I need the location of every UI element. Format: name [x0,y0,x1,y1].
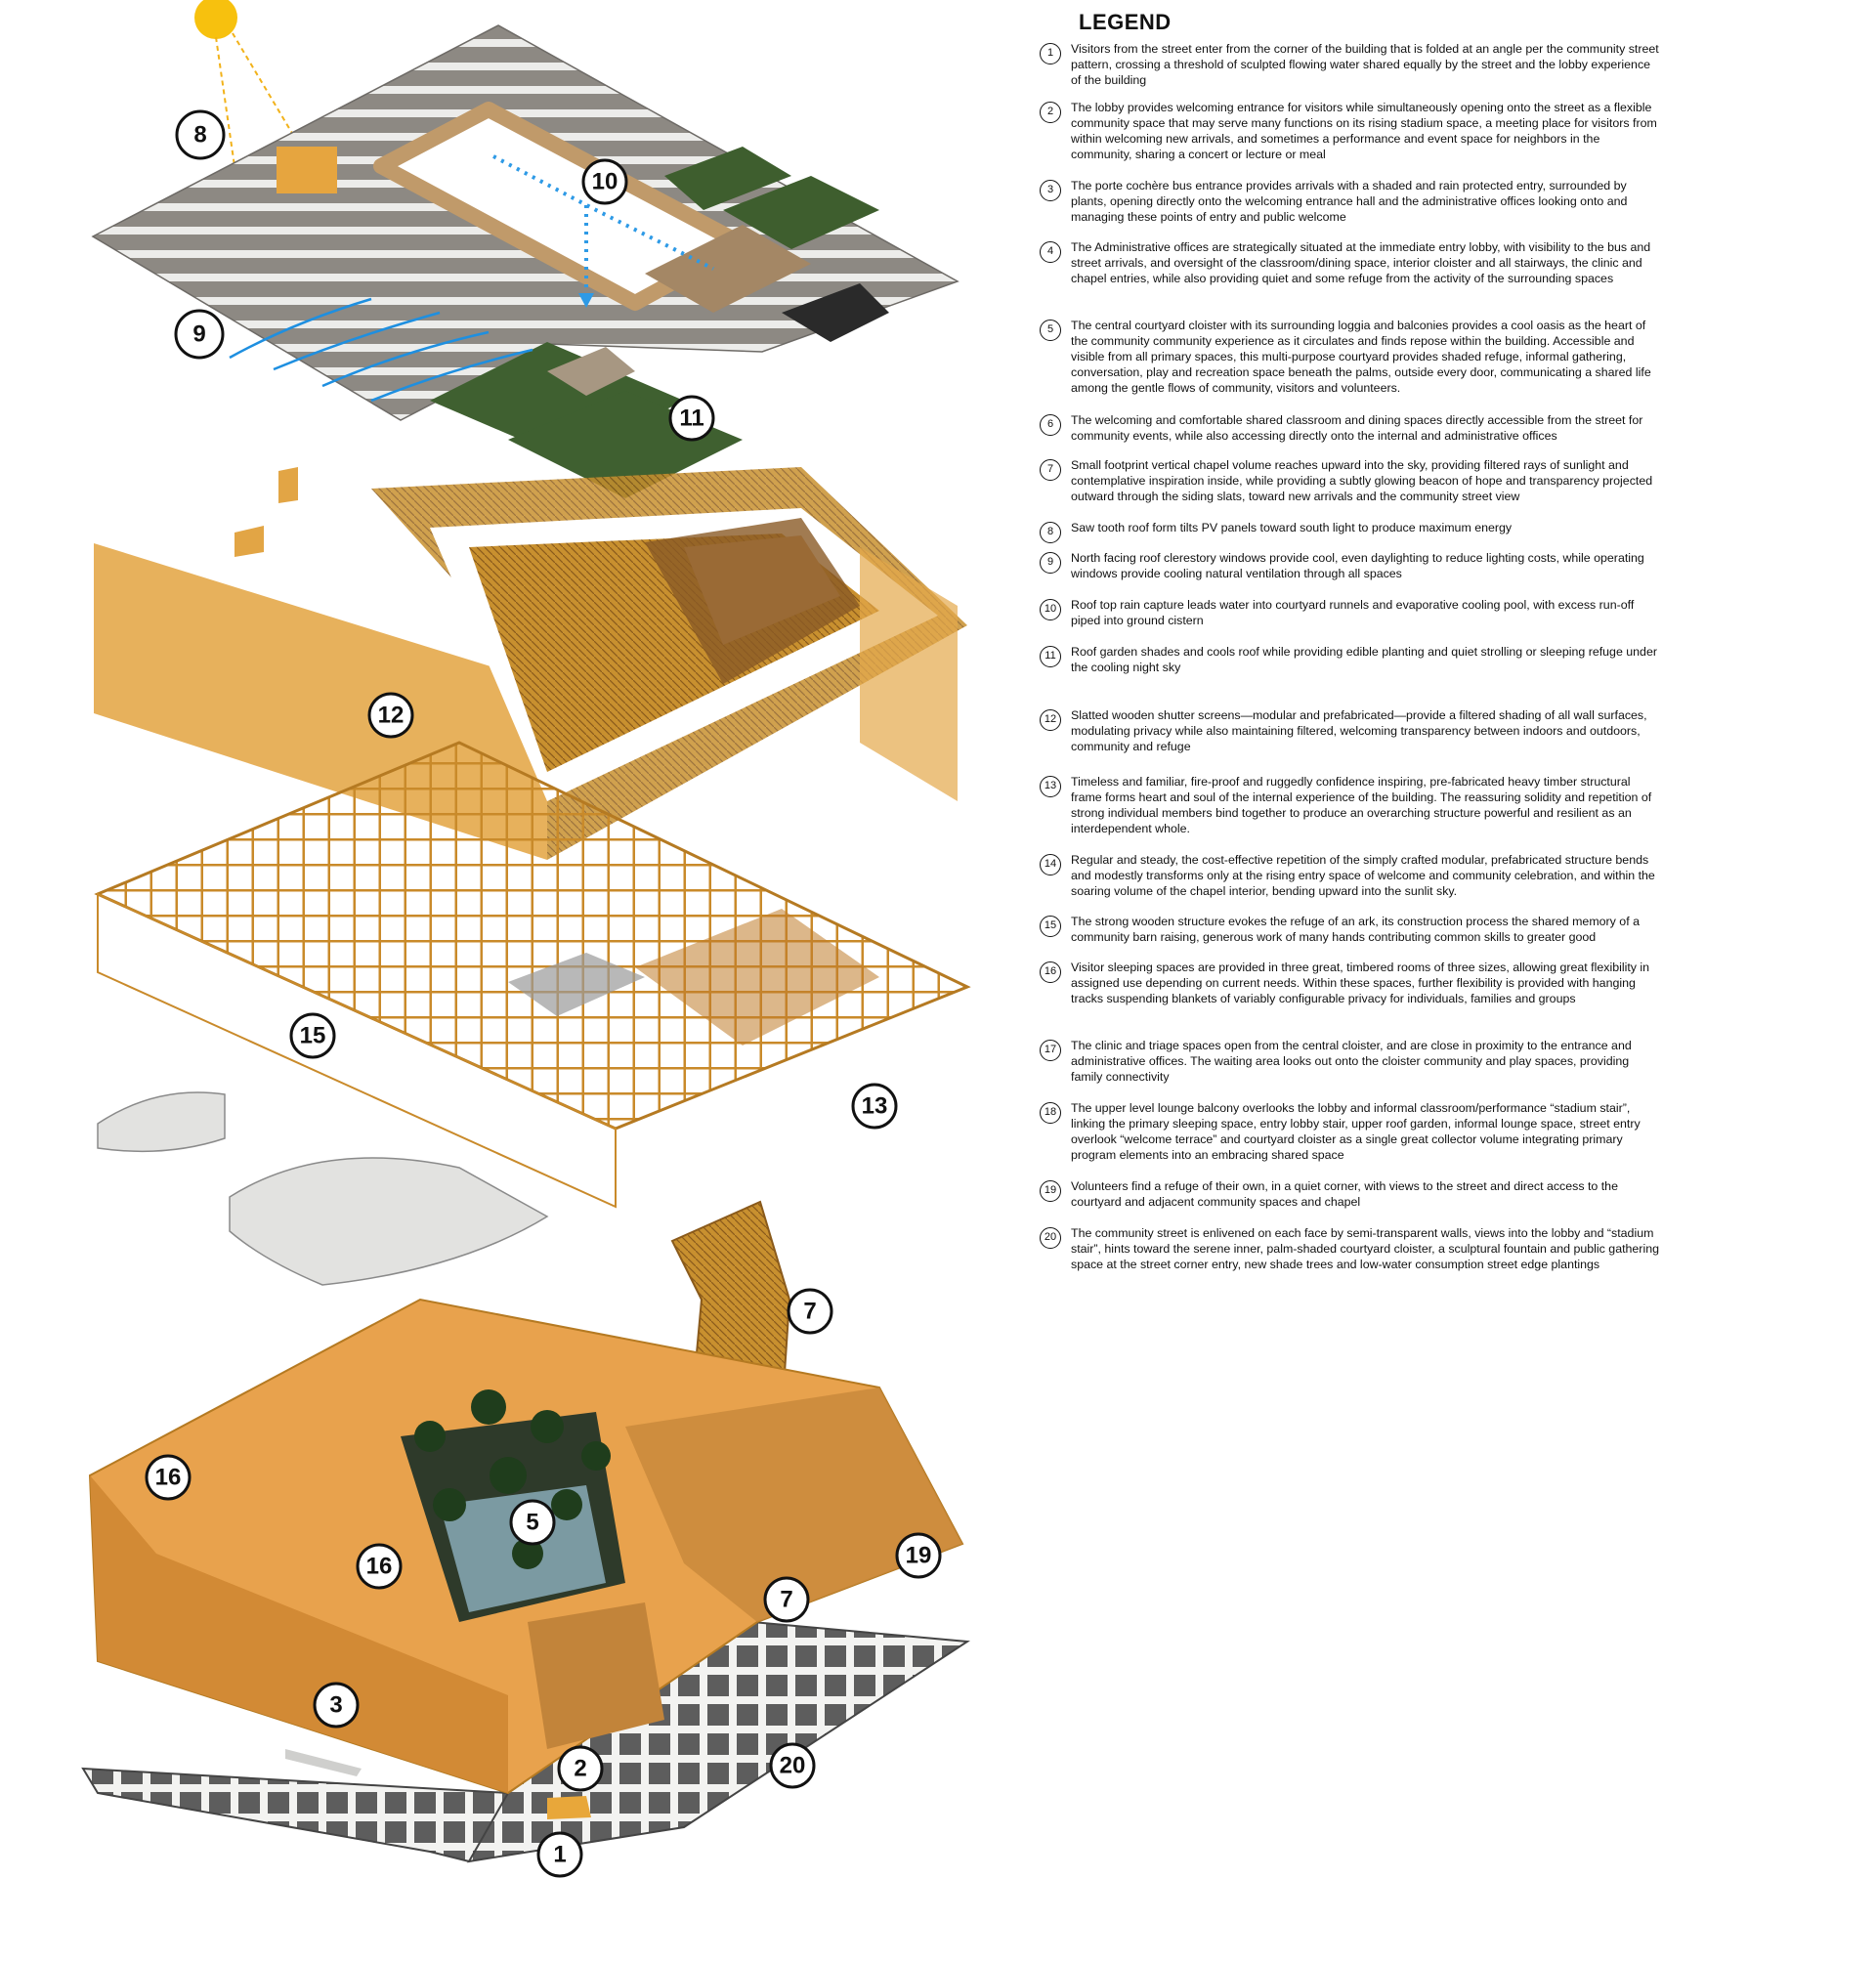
callout-3 [315,1684,358,1727]
callout-7-chapel [789,1290,831,1333]
svg-text:16: 16 [154,1464,182,1491]
legend-number: 10 [1040,599,1061,620]
legend-text: Volunteers find a refuge of their own, in a quiet corner, with views to the street and direct access to the courtyard and adjacent community spaces and chapel [1071,1179,1618,1209]
legend-text: Visitor sleeping spaces are provided in three great, timbered rooms of three sizes, allowing great flexibility in assigned use depending on current needs. Within these spaces, further flexibility is provided with hanging tracks suspending blankets of variably configurable privacy for individuals, families and groups [1071,961,1650,1005]
legend-text: Saw tooth roof form tilts PV panels toward south light to produce maximum energy [1071,521,1513,534]
legend-number: 16 [1040,961,1061,983]
legend-number: 1 [1040,43,1061,64]
legend-text: Slatted wooden shutter screens—modular and prefabricated—provide a filtered shading of all wall surfaces, modulating privacy while also maintaining filtered, welcoming transparency between indoors and outdoors, community and refuge [1071,708,1647,753]
legend-number: 20 [1040,1227,1061,1249]
svg-text:13: 13 [861,1092,888,1120]
callout-16-lower [358,1545,401,1588]
ground-floor-layer [83,1300,967,1861]
svg-text:9: 9 [192,320,206,348]
legend-number: 11 [1040,646,1061,667]
svg-text:1: 1 [553,1841,567,1868]
roof-layer [93,25,958,498]
callout-2 [559,1747,602,1790]
svg-text:2: 2 [574,1755,587,1782]
legend-text: The welcoming and comfortable shared classroom and dining spaces directly accessible from the street for community events, while also accessing directly onto the internal and administrative offices [1071,413,1643,443]
svg-text:7: 7 [803,1298,817,1325]
callout-7-interior [765,1578,808,1621]
svg-text:5: 5 [526,1509,539,1536]
legend-number: 12 [1040,709,1061,731]
svg-text:15: 15 [299,1022,326,1049]
callout-11 [670,397,713,440]
legend-text: Regular and steady, the cost-effective repetition of the simply crafted modular, prefabricated structure bends and modestly transforms only at the rising entry space of welcome and community celebration, and within the soaring volume of the chapel interior, bending upward into the sunlit sky. [1071,853,1655,898]
callout-16-upper [147,1456,190,1499]
callout-5 [511,1501,554,1544]
legend-number: 18 [1040,1102,1061,1124]
legend-text: Roof top rain capture leads water into courtyard runnels and evaporative cooling pool, with excess run-off piped into ground cistern [1071,598,1635,627]
legend-number: 4 [1040,241,1061,263]
legend [1036,10,1661,1271]
legend-number: 3 [1040,180,1061,201]
svg-text:19: 19 [905,1542,932,1569]
legend-text: The Administrative offices are strategically situated at the immediate entry lobby, with visibility to the bus and street arrivals, and oversight of the classroom/dining space, interior cloister and all stairways, the clinic and chapel entries, while also providing quiet and some refuge from the activity of the surrounding spaces [1071,240,1651,285]
legend-text: The clinic and triage spaces open from the central cloister, and are close in proximity to the entrance and administrative offices. The waiting area looks out onto the cloister community and play spaces, providing family connectivity [1071,1039,1632,1084]
callout-9 [176,311,223,358]
svg-text:8: 8 [193,121,207,149]
legend-text: The central courtyard cloister with its surrounding loggia and balconies provides a cool oasis as the heart of the community community experience as it circulates and finds repose within the building. Accessible and visible from all primary spaces, this multi-purpose courtyard provides shaded refuge, informal gathering, conversation, play and recreation space beneath the palms, outside every door, communicating a shared life among the gentle flows of community, visitors and volunteers. [1071,319,1651,395]
legend-number: 9 [1040,552,1061,574]
callout-1 [538,1833,581,1876]
legend-text: The upper level lounge balcony overlooks the lobby and informal classroom/performance “stadium stair”, linking the primary sleeping space, entry lobby stair, upper roof garden, informal lounge space, street entry overlook “welcome terrace” and courtyard cloister as a single great collector volume integrating primary program elements into an embracing shared space [1071,1101,1641,1162]
legend-number: 7 [1040,459,1061,481]
svg-text:10: 10 [591,168,618,195]
legend-text: The porte cochère bus entrance provides arrivals with a shaded and rain protected entry, surrounded by plants, opening directly onto the welcoming entrance hall and the administrative offices looking onto and managing these points of entry and public welcome [1071,179,1628,224]
legend-number: 5 [1040,320,1061,341]
legend-text: Visitors from the street enter from the corner of the building that is folded at an angle per the community street pattern, crossing a threshold of sculpted flowing water shared equally by the street and the lobby experience of the building [1071,42,1659,87]
svg-text:7: 7 [780,1586,793,1613]
timber-frame-layer [98,743,967,1207]
legend-text: The lobby provides welcoming entrance for visitors while simultaneously opening onto the street as a flexible community space that may serve many functions on its rising stadium space, a meeting place for visitors from within welcoming new arrivals, and sometimes a performance and event space for neighbors in the community, sharing a concert or lecture or meal [1071,101,1657,161]
callout-15 [291,1014,334,1057]
partition-walls-layer [98,1092,547,1285]
callout-12 [369,694,412,737]
legend-number: 15 [1040,916,1061,937]
legend-text: Timeless and familiar, fire-proof and ruggedly confidence inspiring, pre-fabricated heavy timber structural frame forms heart and soul of the internal experience of the building. The reassuring solidity and repetition of strong individual members bind together to produce an overarching structure powerful and resilient as an interdependent whole. [1071,775,1652,835]
svg-text:20: 20 [779,1752,806,1779]
svg-text:3: 3 [329,1691,343,1719]
svg-text:16: 16 [365,1553,393,1580]
legend-number: 2 [1040,102,1061,123]
svg-text:11: 11 [679,405,704,432]
legend-number: 19 [1040,1180,1061,1202]
legend-title: LEGEND [1079,10,1172,34]
callout-19 [897,1534,940,1577]
callout-20 [771,1744,814,1787]
legend-number: 13 [1040,776,1061,797]
legend-number: 6 [1040,414,1061,436]
legend-number: 8 [1040,522,1061,543]
callout-8 [177,111,224,158]
legend-text: The community street is enlivened on each face by semi-transparent walls, views into the lobby and “stadium stair”, hints toward the serene inner, palm-shaded courtyard cloister, a sculptural fountain and public gathering space at the street corner entry, new shade trees and low-water consumption street edge plantings [1071,1226,1659,1271]
legend-text: The strong wooden structure evokes the refuge of an ark, its construction process the shared memory of a community barn raising, generous work of many hands contributing common skills to greater good [1071,915,1640,944]
svg-text:12: 12 [377,702,405,729]
legend-number: 17 [1040,1040,1061,1061]
callout-13 [853,1085,896,1128]
callout-10 [583,160,626,203]
legend-number: 14 [1040,854,1061,875]
legend-text: Small footprint vertical chapel volume reaches upward into the sky, providing filtered rays of sunlight and contemplative inspiration inside, while providing a subtly glowing beacon of hope and transparency projected outward through the siding slats, toward new arrivals and the community street view [1071,458,1653,503]
legend-text: North facing roof clerestory windows provide cool, even daylighting to reduce lighting costs, while operating windows provide cooling natural ventilation through all spaces [1071,551,1644,580]
legend-text: Roof garden shades and cools roof while providing edible planting and quiet strolling or sleeping refuge under the cooling night sky [1071,645,1657,674]
